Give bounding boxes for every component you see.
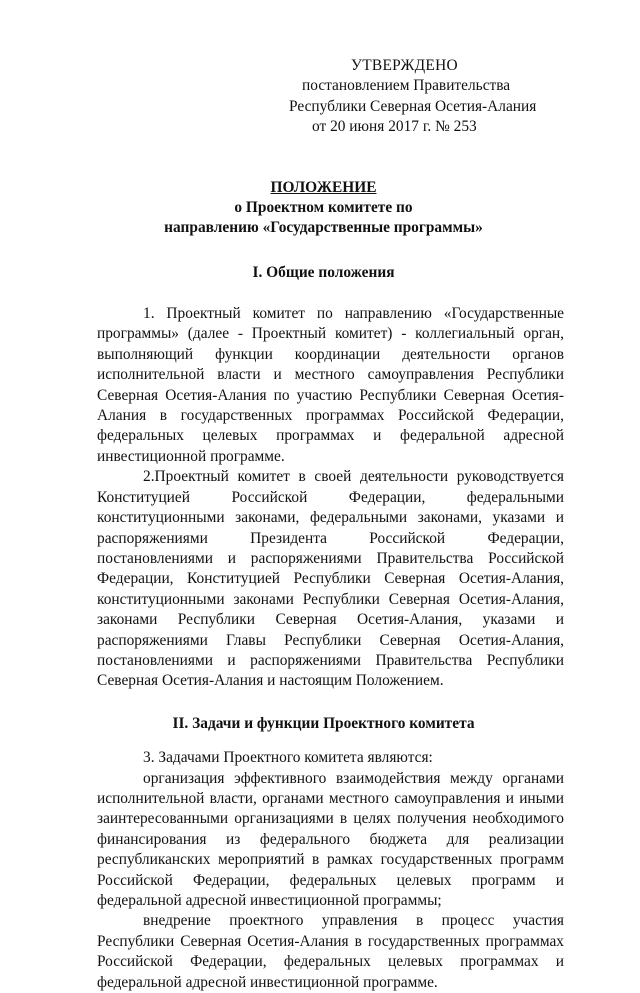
approval-stamp [289, 56, 539, 138]
section-1-heading: I. Общие положения [252, 263, 395, 281]
approval-line-decree: постановлением Правительства [302, 77, 511, 95]
paragraph-5: внедрение проектного управления в процесс участия Республики Северная Осетия-Алания в государственных программах Российской Федерации, федеральных целевых программах и федеральной адресной инвестиционной программе. [97, 912, 564, 991]
paragraph-1: 1. Проектный комитет по направлению «Государственные программы» (далее - Проектный комитет) - коллегиальный орган, выполняющий функции координации деятельности органов исполнительной власти и местного самоуправления Республики Северная Осетия-Алания по участию Республики Северная Осетия-Алания в государственных программах Российской Федерации, федеральных целевых программах и федеральной адресной инвестиционной программе. [97, 305, 564, 465]
paragraph-2: 2.Проектный комитет в своей деятельности руководствуется Конституцией Российской Федерации, федеральными конституционными законами, федеральными законами, указами и распоряжениями Президента Российской Федерации, постановлениями и распоряжениями Правительства Российской Федерации, Конституцией Республики Северная Осетия-Алания, конституционными законами Республики Северная Осетия-Алания, законами Республики Северная Осетия-Алания, указами и распоряжениями Главы Республики Северная Осетия-Алания, постановлениями и распоряжениями Правительства Республики Северная Осетия-Алания и настоящим Положением. [97, 468, 564, 690]
approval-line-republic: Республики Северная Осетия-Алания [289, 97, 537, 115]
document-title-block [97, 178, 564, 238]
document-subtitle-line1: о Проектном комитете по [234, 198, 413, 216]
approval-line-date: от 20 июня 2017 г. № 253 [312, 118, 477, 136]
paragraph-3: 3. Задачами Проектного комитета являются: [143, 749, 433, 767]
paragraph-4: организация эффективного взаимодействия между органами исполнительной власти, органами местного самоуправления и иными заинтересованными организациями в целях получения необходимого финансирования из федерального бюджета для реализации республиканских мероприятий в рамках государственных программ Российской Федерации, федеральных целевых программ и федеральной адресной инвестиционной программы; [97, 769, 564, 909]
document-title: ПОЛОЖЕНИЕ [270, 178, 377, 196]
document-subtitle-line2: направлению «Государственные программы» [164, 218, 483, 236]
approval-title: УТВЕРЖДЕНО [351, 57, 458, 74]
section-2-heading: II. Задачи и функции Проектного комитета [172, 714, 475, 732]
